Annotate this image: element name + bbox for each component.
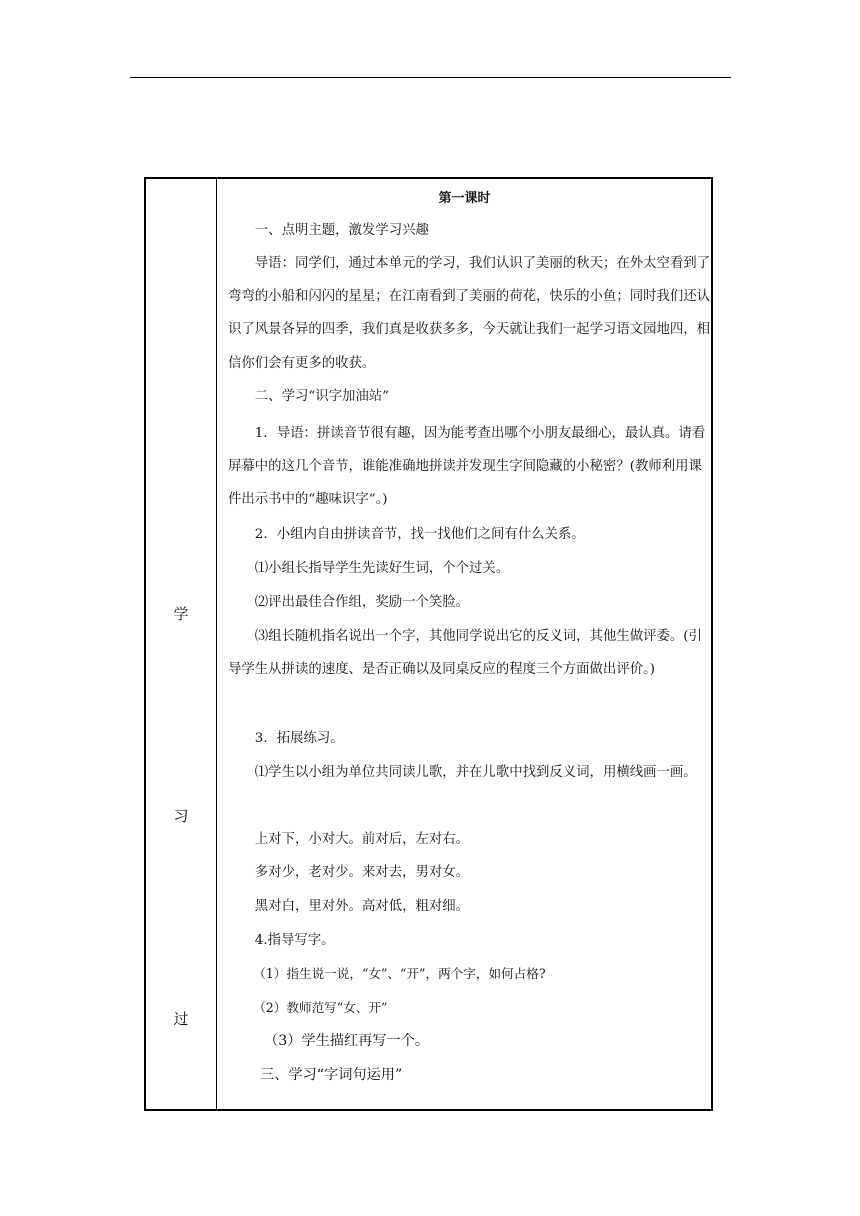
intro-paragraph: 导语：同学们，通过本单元的学习，我们认识了美丽的秋天；在外太空看到了弯弯的小船和闪闪的星星；在江南看到了美丽的荷花，快乐的小鱼；同时我们还认识了风景各异的四季，我们真是收获多多，今天就让我们一起学习语文园地四，相信你们会有更多的收获。 xyxy=(228,256,711,371)
sub-step-paragraph: ⑴小组长指导学生先读好生词，个个过关。 xyxy=(254,561,510,576)
side-label-char-2: 习 xyxy=(173,807,189,825)
section-title: 三、学习“字词句运用” xyxy=(260,1067,403,1083)
sub-step-paragraph: ⑴学生以小组为单位共同读儿歌，并在儿歌中找到反义词，用横线画一画。 xyxy=(254,765,697,780)
side-label-char-1: 学 xyxy=(173,605,189,623)
side-label-column xyxy=(146,179,217,1109)
step-paragraph: 1．导语：拼读音节很有趣，因为能考查出哪个小朋友最细心，最认真。请看屏幕中的这几个音节，谁能准确地拼读并发现生字间隐藏的小秘密？(教师利用课件出示书中的“趣味识字”。) xyxy=(228,426,706,508)
sub-step-paragraph: （1）指生说一说，“女”、“开”，两个字，如何占格? xyxy=(253,966,546,981)
step-paragraph: 3．拓展练习。 xyxy=(254,731,344,746)
lesson-table xyxy=(144,177,713,1111)
sub-step-paragraph: ⑶组长随机指名说出一个字，其他同学说出它的反义词，其他生做评委。(引导学生从拼读的速度、是否正确以及同桌反应的程度三个方面做出评价。) xyxy=(228,629,702,678)
lesson-content xyxy=(218,179,711,1109)
side-label-char-3: 过 xyxy=(173,1010,189,1028)
lesson-heading: 第一课时 xyxy=(438,191,491,206)
section-title: 二、学习“识字加油站” xyxy=(254,389,390,404)
header-rule xyxy=(130,77,731,78)
section-title: 一、点明主题，激发学习兴趣 xyxy=(254,223,429,238)
sub-step-paragraph: （3）学生描红再写一个。 xyxy=(264,1033,430,1049)
sub-step-paragraph: ⑵评出最佳合作组，奖励一个笑脸。 xyxy=(254,595,470,610)
rhyme-line: 多对少，老对少。来对去，男对女。 xyxy=(254,865,470,880)
step-paragraph: 2．小组内自由拼读音节，找一找他们之间有什么关系。 xyxy=(254,527,585,542)
rhyme-line: 黑对白，里对外。高对低，粗对细。 xyxy=(254,899,470,914)
step-paragraph: 4.指导写字。 xyxy=(254,933,335,948)
rhyme-line: 上对下，小对大。前对后，左对右。 xyxy=(254,832,470,847)
sub-step-paragraph: （2）教师范写“女、开” xyxy=(253,1000,388,1015)
